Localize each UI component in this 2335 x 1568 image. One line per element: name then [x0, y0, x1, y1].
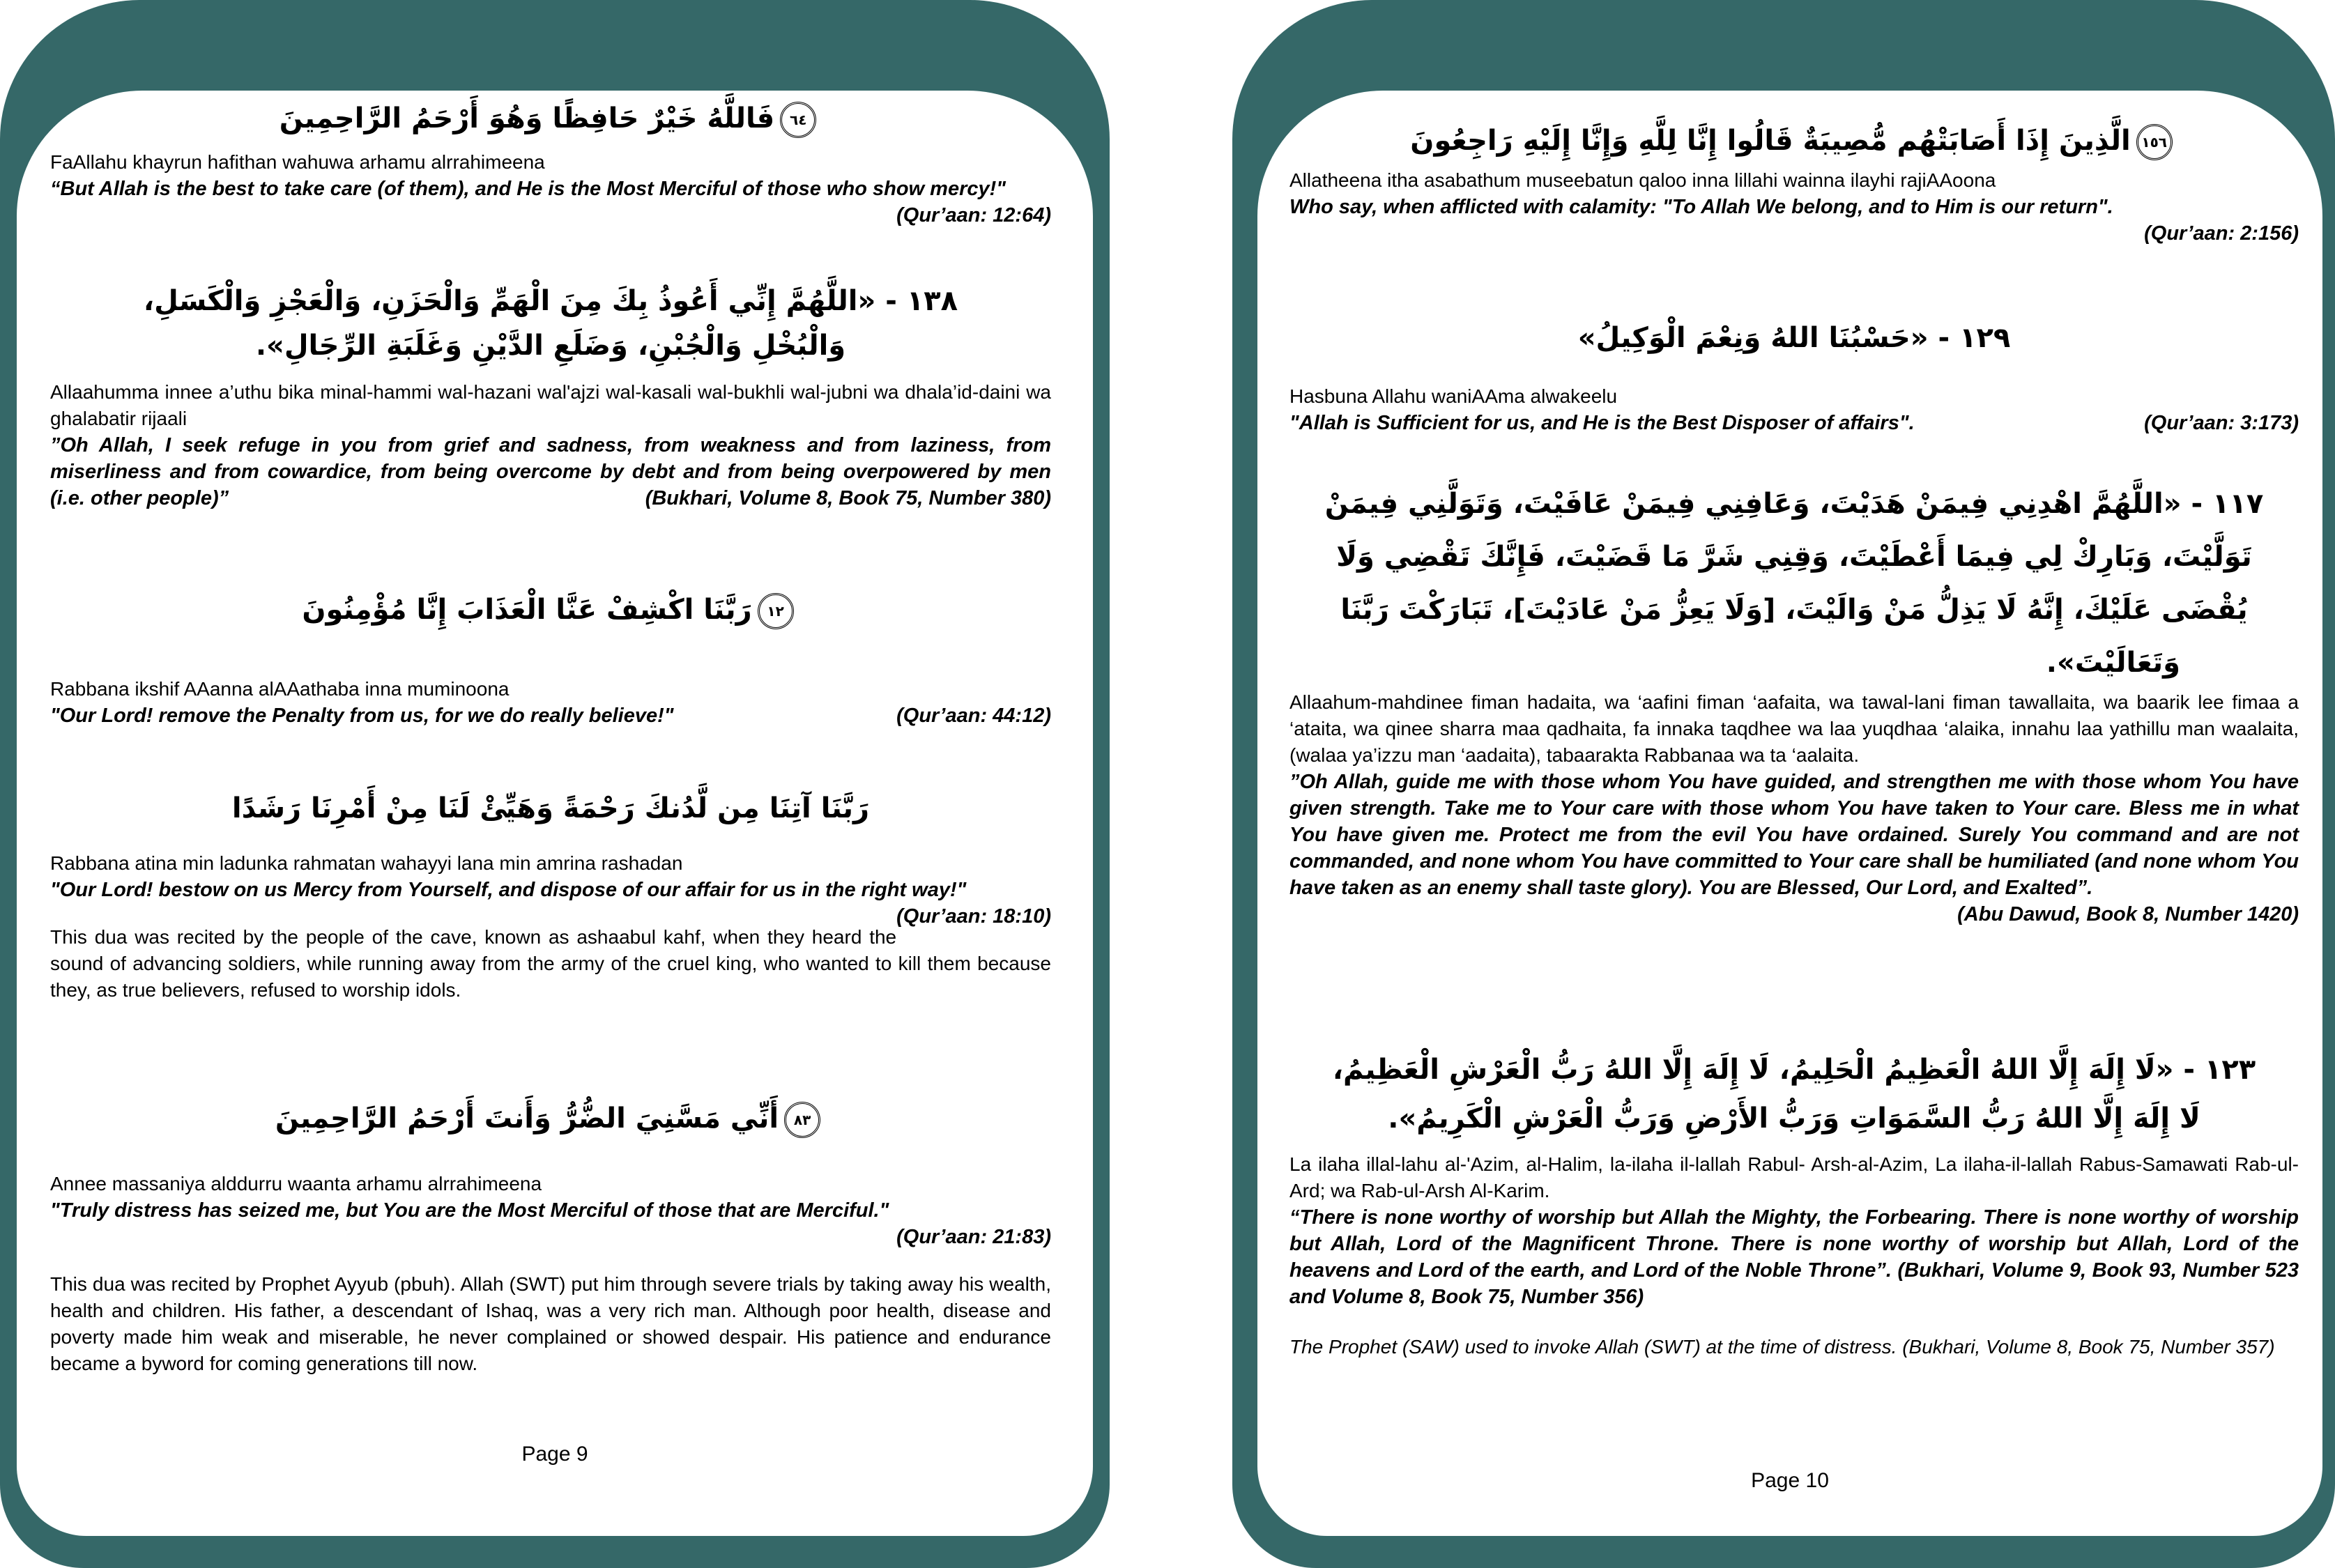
translation-row: [50, 702, 1051, 729]
reference: (Bukhari, Volume 9, Book 93, Number 523 and Volume 8, Book 75, Number 356): [1289, 1259, 2299, 1308]
arabic-line: لَا إِلَهَ إِلَّا اللهُ رَبُّ السَّمَوَاتِ وَرَبُّ الأَرْضِ وَرَبُّ الْعَرْشِ الْكَرِيمُ».: [1388, 1102, 2200, 1135]
arabic-line: وَتَعَالَيْتَ».: [2046, 647, 2180, 679]
ayah-number-icon: ٨٣: [784, 1102, 820, 1138]
arabic-verse: ٦٤فَاللَّهُ خَيْرٌ حَافِظًا وَهُوَ أَرْحَمُ الرَّاحِمِينَ: [50, 96, 1051, 141]
translation: ”Oh Allah, guide me with those whom You have guided, and strengthen me with those whom You have given strength. Take me to Your care with those whom You have taken to Your care. Bless me in what You have given me. Protect me from the evil You have ordained. Surely You command and are not commanded, and none whom You have committed to Your care shall be humiliated (and none whom You have taken as an enemy shall taste glory). You are Blessed, Our Lord, and Exalted”.: [1289, 771, 2299, 899]
arabic-line: ١٢٣ - «لَا إِلَهَ إِلَّا اللهُ الْعَظِيمُ الْحَلِيمُ، لَا إِلَهَ إِلَّا اللهُ رَبُّ الْعَرْشِ الْعَظِيمُ،: [1332, 1054, 2256, 1086]
reference: (Bukhari, Volume 8, Book 75, Number 380): [645, 487, 1051, 509]
page-10-paper: [1257, 91, 2322, 1536]
arabic-line: تَوَلَّيْتَ، وَبَارِكْ لِي فِيمَا أَعْطَيْتَ، وَقِنِي شَرَّ مَا قَضَيْتَ، فَإِنَّكَ تَقْضِي وَلَا: [1336, 541, 2252, 573]
ayah-number-icon: ٦٤: [780, 102, 816, 138]
arabic-line: يُقْضَى عَلَيْكَ، إِنَّهُ لَا يَذِلُّ مَنْ وَالَيْتَ، [وَلَا يَعِزُّ مَنْ عَادَيْتَ]، تَبَارَكْتَ رَبَّنَا: [1340, 594, 2248, 626]
arabic-verse: ١٥٦الَّذِينَ إِذَا أَصَابَتْهُم مُّصِيبَةٌ قَالُوا إِنَّا لِلَّهِ وَإِنَّا إِلَيْهِ رَاجِعُونَ: [1289, 118, 2299, 163]
entry-18-10: [50, 767, 1051, 1004]
note: This dua was recited by the people of the cave, known as ashaabul kahf, when they heard the sound of advancing soldiers, while running away from the army of the cruel king, who wanted to kill them because they, as true believers, refused to worship idols.: [50, 926, 1051, 1001]
reference: (Qur’aan: 3:173): [2144, 412, 2299, 434]
entry-21-83: [50, 1066, 1051, 1377]
reference: (Qur’aan: 44:12): [896, 705, 1051, 727]
note: The Prophet (SAW) used to invoke Allah (SWT) at the time of distress. (Bukhari, Volume 8, Book 75, Number 357): [1289, 1336, 2275, 1358]
entry-2-156: [1289, 118, 2299, 247]
reference: (Abu Dawud, Book 8, Number 1420): [1957, 903, 2299, 925]
entry-117: [1289, 477, 2299, 928]
arabic-line: ١١٧ - «اللَّهُمَّ اهْدِنِي فِيمَنْ هَدَيْتَ، وَعَافِنِي فِيمَنْ عَافَيْتَ، وَتَوَلَّنِي فِيمَنْ: [1324, 488, 2264, 520]
translation: “But Allah is the best to take care (of them), and He is the Most Merciful of those who show mercy!" (Qur’aan: 12:64): [50, 176, 1051, 202]
entry-44-12: [50, 571, 1051, 729]
reference: (Qur’aan: 21:83): [896, 1226, 1051, 1248]
transliteration: Hasbuna Allahu waniAAma alwakeelu: [1289, 385, 1618, 407]
transliteration: Allatheena itha asabathum museebatun qaloo inna lillahi wainna ilayhi rajiAAoona: [1289, 169, 1996, 191]
arabic-verse: ١٢رَبَّنَا اكْشِفْ عَنَّا الْعَذَابَ إِنَّا مُؤْمِنُونَ: [50, 571, 1051, 676]
translation: "Our Lord! bestow on us Mercy from Yourself, and dispose of our affair for us in the right way!" (Qur’aan: 18:10): [50, 877, 1051, 903]
arabic-line: ١٣٨ - «اللَّهُمَّ إِنِّي أَعُوذُ بِكَ مِنَ الْهَمِّ وَالْحَزَنِ، وَالْعَجْزِ وَالْكَسَلِ،: [143, 285, 958, 317]
translation: “There is none worthy of worship but Allah the Mighty, the Forbearing. There is none worthy of worship but Allah, Lord of the Magnificent Throne. There is none worthy of worship but Allah, Lord of the heavens and Lord of the earth, and Lord of the Noble Throne”. (Bukhari, Volume 9, Book 93, Number 523 and Volume 8, Book 75, Number 356): [1289, 1206, 2299, 1308]
transliteration: Allaahumma innee a’uthu bika minal-hammi wal-hazani wal'ajzi wal-kasali wal-bukhli wal-jubni wa dhala’id-daini wa ghalabatir rijaali: [50, 381, 1051, 429]
page-number: Page 10: [1751, 1469, 1829, 1492]
arabic-verse: ١٢٩ - «حَسْبُنَا اللهُ وَنِعْمَ الْوَكِيلُ»: [1577, 322, 2011, 354]
arabic-verse: ٨٣أَنِّي مَسَّنِيَ الضُّرُّ وَأَنتَ أَرْحَمُ الرَّاحِمِينَ: [50, 1066, 1051, 1171]
entry-129: [1289, 293, 2299, 436]
transliteration: Annee massaniya alddurru waanta arhamu alrrahimeena: [50, 1173, 542, 1194]
ayah-number-icon: ١٥٦: [2136, 124, 2173, 160]
translation-row: [1289, 410, 2299, 436]
translation: "Allah is Sufficient for us, and He is the Best Disposer of affairs".: [1289, 412, 1915, 434]
entry-123: [1289, 1045, 2299, 1360]
reference: (Qur’aan: 12:64): [896, 204, 1051, 226]
arabic-line: وَالْبُخْلِ وَالْجُبْنِ، وَضَلَعِ الدَّيْنِ وَغَلَبَةِ الرِّجَالِ».: [255, 330, 846, 362]
transliteration: Rabbana atina min ladunka rahmatan wahayyi lana min amrina rashadan: [50, 852, 683, 874]
transliteration: Rabbana ikshif AAanna alAAathaba inna muminoona: [50, 678, 510, 700]
transliteration: FaAllahu khayrun hafithan wahuwa arhamu alrrahimeena: [50, 151, 545, 173]
translation: ”Oh Allah, I seek refuge in you from grief and sadness, from weakness and from laziness, from miserliness and from cowardice, from being overcome by debt and from being overpowered by men (i.e. other people)” (Bukhari, Volume 8, Book 75, Number 380): [50, 432, 1051, 512]
ayah-number-icon: ١٢: [758, 593, 794, 629]
transliteration: La ilaha illal-lahu al-'Azim, al-Halim, la-ilaha il-lallah Rabul- Arsh-al-Azim, La ilaha-il-lallah Rabus-Samawati Rab-ul-Ard; wa Rab-ul-Arsh Al-Karim.: [1289, 1153, 2299, 1201]
translation: "Our Lord! remove the Penalty from us, for we do really believe!": [50, 705, 674, 727]
page-9-paper: [17, 91, 1093, 1536]
entry-12-64: [50, 96, 1051, 229]
translation: "Truly distress has seized me, but You are the Most Merciful of those that are Merciful.": [50, 1199, 889, 1222]
translation: Who say, when afflicted with calamity: "To Allah We belong, and to Him is our return".: [1289, 196, 2113, 218]
note: This dua was recited by Prophet Ayyub (pbuh). Allah (SWT) put him through severe trials by taking away his wealth, health and children. His father, a descendant of Ishaq, was a very rich man. Although poor health, disease and poverty made him weak and miserable, he never complained or showed despair. His patience and endurance became a byword for coming generations till now.: [50, 1273, 1051, 1374]
transliteration: Allaahum-mahdinee fiman hadaita, wa ‘aafini fiman ‘aafaita, wa tawal-lani fiman tawallaita, wa baarik lee fimaa a ‘ataita, wa qinee sharra maa qadhaita, fa innaka taqdhee wa laa yuqdhaa ‘alaika, innahu laa yathillu man waalaita, (walaa ya’izzu man ‘aadaita), tabaarakta Rabbanaa wa ta ‘aalaita.: [1289, 691, 2299, 766]
arabic-verse: رَبَّنَا آتِنَا مِن لَّدُنكَ رَحْمَةً وَهَيِّئْ لَنَا مِنْ أَمْرِنَا رَشَدًا: [231, 792, 870, 824]
page-10: [1232, 0, 2335, 1568]
page-number: Page 9: [521, 1443, 588, 1466]
reference: (Qur’aan: 18:10): [896, 905, 1051, 928]
entry-138: [50, 279, 1051, 512]
reference: (Qur’aan: 2:156): [2144, 222, 2299, 245]
page-9: [0, 0, 1110, 1568]
